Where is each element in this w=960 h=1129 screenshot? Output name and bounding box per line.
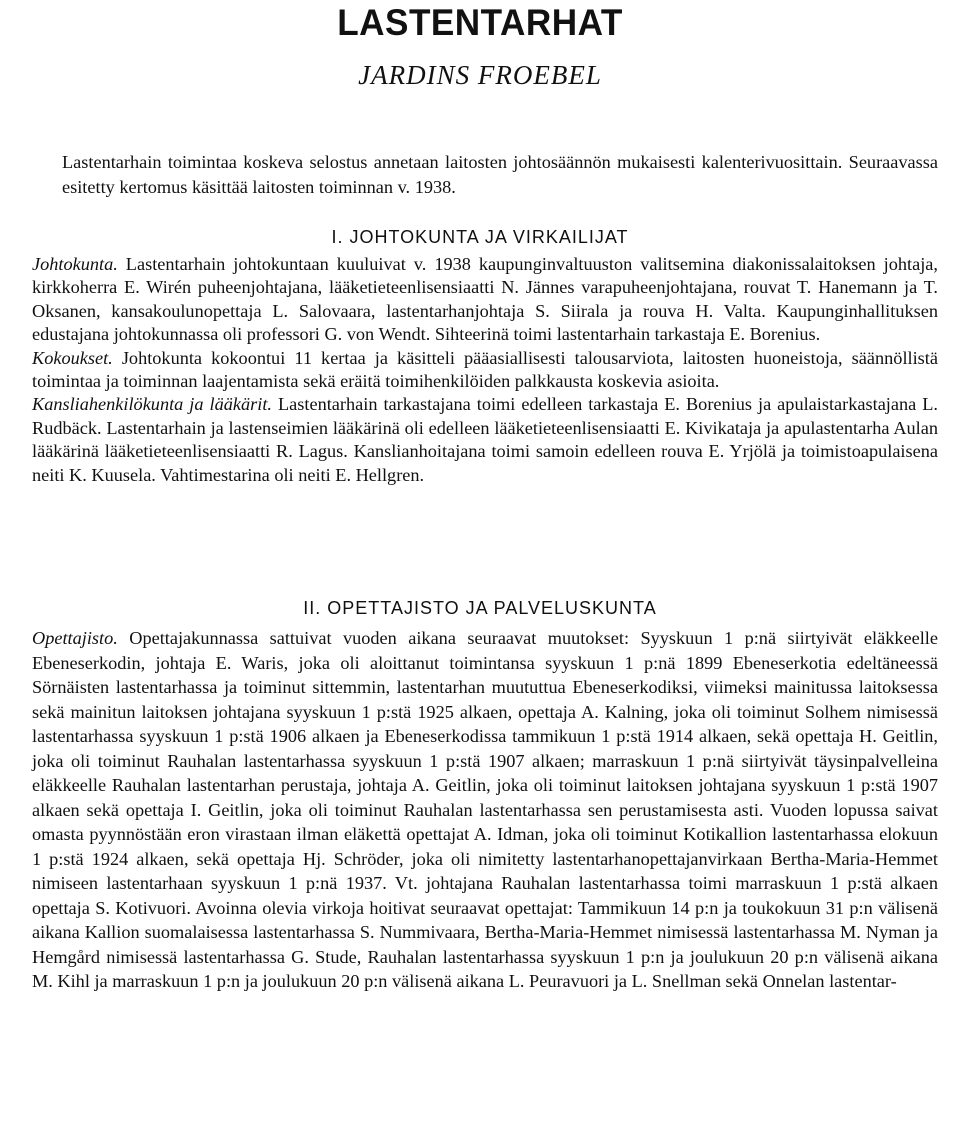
- section-body-2: [32, 626, 938, 994]
- section-heading-2: II. OPETTAJISTO JA PALVELUSKUNTA: [303, 598, 657, 618]
- page-subtitle: JARDINS FROEBEL: [358, 60, 602, 90]
- paragraph-lead: Opettajisto.: [32, 628, 118, 648]
- paragraph-kokoukset: [32, 347, 938, 394]
- paragraph-kansliahenkilokunta: [32, 393, 938, 487]
- paragraph-text: Opettajakunnassa sattuivat vuoden aikana seuraavat muutokset: Syyskuun 1 p:nä siirtyivät eläkkeelle Ebeneserkodin, johtaja E. Waris, joka oli aloittanut toimintansa syyskuun 1 p:nä 1899 Ebeneserkotia edeltäneessä Sörnäisten lastentarhassa ja toiminut sittemmin, lastentarhan muututtua Ebeneserkodiksi, viimeksi mainitussa laitoksessa sekä mainitun laitoksen johtajana syyskuun 1 p:stä 1925 alkaen, opettaja A. Kalning, joka oli toiminut Solhem nimisessä lastentarhassa syyskuun 1 p:stä 1906 alkaen ja Ebeneserkodissa tammikuun 1 p:stä 1914 alkaen, sekä opettaja H. Geitlin, joka oli toiminut Rauhalan lastentarhassa syyskuun 1 p:stä 1907 alkaen; marraskuun 1 p:nä siirtyivät täysinpalvelleina eläkkeelle Rauhalan lastentarhan perustaja, johtaja A. Geitlin, joka oli toiminut laitoksen johtajana syyskuun 1 p:stä 1907 alkaen sekä opettaja I. Geitlin, joka oli toiminut Rauhalan lastentarhassa sen perustamisesta asti. Vuoden lopussa saivat omasta pyynnöstään eron virastaan ilman eläkettä opettajat A. Idman, joka oli toiminut Kotikallion lastentarhassa elokuun 1 p:stä 1924 alkaen, sekä opettaja Hj. Schröder, joka oli nimitetty lastentarhanopettajanvirkaan Bertha-Maria-Hemmet nimiseen lastentarhaan syyskuun 1 p:nä 1937. Vt. johtajana Rauhalan lastentarhassa toimi marraskuun 1 p:stä alkaen opettaja S. Kotivuori. Avoinna olevia virkoja hoitivat seuraavat opettajat: Tammikuun 14 p:n ja toukokuun 31 p:n välisenä aikana Kallion suomalaisessa lastentarhassa S. Nummivaara, Bertha-Maria-Hemmet nimisessä lastentarhassa M. Nyman ja Hemgård nimisessä lastentarhassa G. Stude, Rauhalan lastentarhassa syyskuun 1 p:n ja joulukuun 20 p:n välisenä aikana M. Kihl ja marraskuun 1 p:n ja joulukuun 20 p:n välisenä aikana L. Peuravuori ja L. Snellman sekä Onnelan lastentar-: [32, 628, 938, 991]
- paragraph-lead: Kokoukset.: [32, 347, 113, 368]
- paragraph-text: Johtokunta kokoontui 11 kertaa ja käsitteli pääasiallisesti talousarviota, laitosten huoneistoja, säännöllistä toimintaa ja toiminnan laajentamista sekä eräitä toimihenkilöiden palkkausta koskevia asioita.: [32, 347, 938, 392]
- section-heading-1: I. JOHTOKUNTA JA VIRKAILIJAT: [331, 227, 629, 247]
- page-title: LASTENTARHAT: [337, 2, 623, 43]
- paragraph-text: Lastentarhain tarkastajana toimi edelleen tarkastaja E. Borenius ja apulaistarkastajana L. Rudbäck. Lastentarhain ja lastenseimien lääkärinä oli edelleen lääketieteenlisensiaatti E. Kivikataja ja apulastentarha Aulan lääkärinä lääketieteenlisensiaatti R. Lagus. Kanslianhoitajana toimi samoin edelleen rouva E. Yrjölä ja toimistoapulaisena neiti K. Kuusela. Vahtimestarina oli neiti E. Hellgren.: [32, 394, 938, 485]
- paragraph-text: Lastentarhain johtokuntaan kuuluivat v. 1938 kaupunginvaltuuston valitsemina diakonissalaitoksen johtaja, kirkkoherra E. Wirén puheenjohtajana, lääketieteenlisensiaatti N. Jännes varapuheenjohtajana, rouvat T. Hanemann ja T. Oksanen, kansakoulunopettaja L. Salovaara, lastentarhanjohtaja S. Siirala ja rouva H. Valta. Kaupunginhallituksen edustajana johtokunnassa oli professori G. von Wendt. Sihteerinä toimi lastentarhain tarkastaja E. Borenius.: [32, 254, 938, 345]
- section-body-1: [32, 253, 938, 487]
- paragraph-opettajisto: [32, 626, 938, 994]
- paragraph-lead: Kansliahenkilökunta ja lääkärit.: [32, 394, 272, 415]
- intro-paragraph: Lastentarhain toimintaa koskeva selostus annetaan laitosten johtosäännön mukaisesti kalenterivuosittain. Seuraavassa esitetty kertomus käsittää laitosten toiminnan v. 1938.: [62, 152, 938, 197]
- paragraph-lead: Johtokunta.: [32, 254, 118, 274]
- paragraph-johtokunta: [32, 253, 938, 347]
